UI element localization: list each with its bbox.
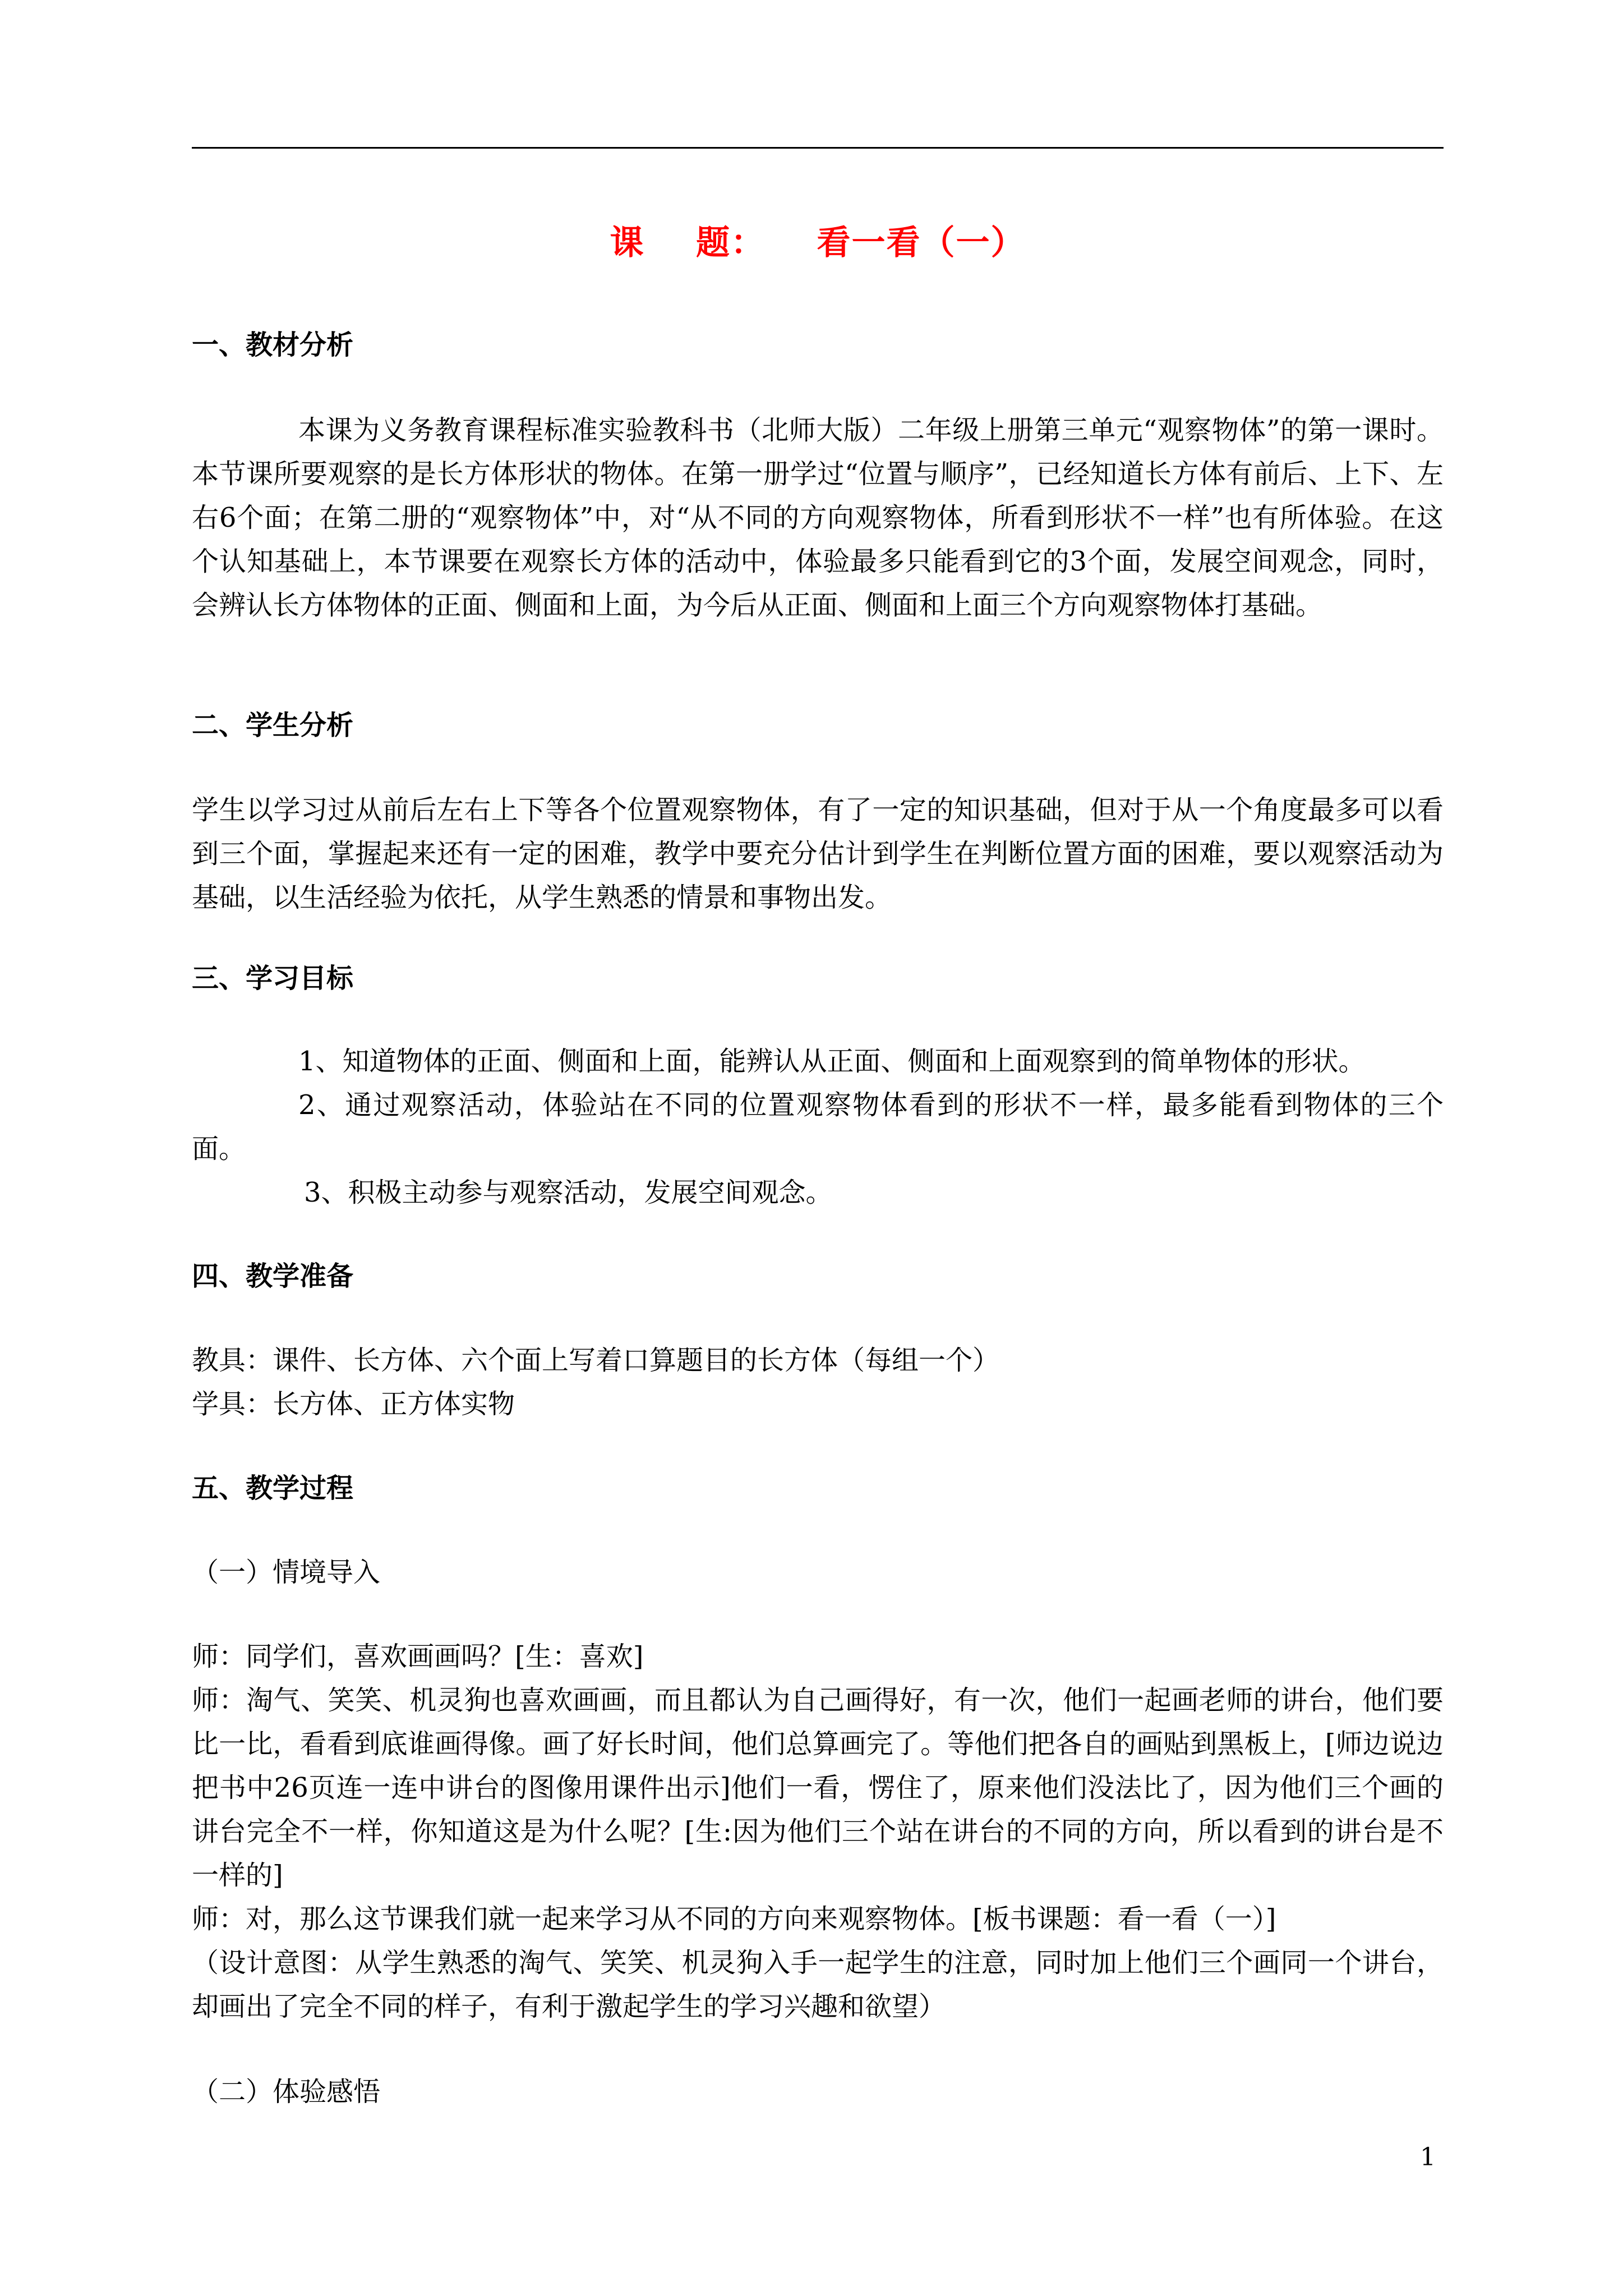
dialogue-3: 师：对，那么这节课我们就一起来学习从不同的方向来观察物体。[板书课题：看一看（一）] xyxy=(192,1903,1276,1935)
goal-2: 2、通过观察活动，体验站在不同的位置观察物体看到的形状不一样，最多能看到物体的三个面。 xyxy=(192,1089,1444,1165)
section-paragraph-1: 本课为义务教育课程标准实验教科书（北师大版）二年级上册第三单元“观察物体”的第一课时。本节课所要观察的是长方体形状的物体。在第一册学过“位置与顺序”，已经知道长方体有前后、上下、左右6个面；在第二册的“观察物体”中，对“从不同的方向观察物体，所看到形状不一样”也有所体验。在这个认知基础上，本节课要在观察长方体的活动中，体验最多只能看到它的3个面，发展空间观念，同时，会辨认长方体物体的正面、侧面和上面，为今后从正面、侧面和上面三个方向观察物体打基础。 xyxy=(192,415,1444,621)
section-heading-4: 四、教学准备 xyxy=(192,1260,354,1292)
teacher-tools: 教具：课件、长方体、六个面上写着口算题目的长方体（每组一个） xyxy=(192,1345,1000,1376)
lesson-title: 课 题： 看一看（一） xyxy=(610,223,1026,263)
section-paragraph-2: 学生以学习过从前后左右上下等各个位置观察物体，有了一定的知识基础，但对于从一个角度最多可以看到三个面，掌握起来还有一定的困难，教学中要充分估计到学生在判断位置方面的困难，要以观察活动为基础，以生活经验为依托，从学生熟悉的情景和事物出发。 xyxy=(192,794,1444,913)
design-note: （设计意图：从学生熟悉的淘气、笑笑、机灵狗入手一起学生的注意，同时加上他们三个画同一个讲台，却画出了完全不同的样子，有利于激起学生的学习兴趣和欲望） xyxy=(192,1947,1444,2022)
section-heading-2: 二、学生分析 xyxy=(192,710,354,741)
section-heading-5: 五、教学过程 xyxy=(192,1473,354,1504)
dialogue-1: 师：同学们，喜欢画画吗？[生：喜欢] xyxy=(192,1641,644,1672)
dialogue-2: 师：淘气、笑笑、机灵狗也喜欢画画，而且都认为自己画得好，有一次，他们一起画老师的讲台，他们要比一比，看看到底谁画得像。画了好长时间，他们总算画完了。等他们把各自的画贴到黑板上，[师边说边把书中26页连一连中讲台的图像用课件出示]他们一看，愣住了，原来他们没法比了，因为他们三个画的讲台完全不一样，你知道这是为什么呢？[生:因为他们三个站在讲台的不同的方向，所以看到的讲台是不一样的] xyxy=(192,1685,1444,1891)
header-rule xyxy=(192,147,1444,149)
section-heading-1: 一、教材分析 xyxy=(192,329,354,361)
subsection-2: （二）体验感悟 xyxy=(192,2076,381,2108)
goal-3: 3、积极主动参与观察活动，发展空间观念。 xyxy=(304,1177,833,1208)
subsection-1: （一）情境导入 xyxy=(192,1557,381,1588)
goal-1: 1、知道物体的正面、侧面和上面，能辨认从正面、侧面和上面观察到的简单物体的形状。 xyxy=(298,1046,1366,1077)
page-number: 1 xyxy=(1420,2143,1436,2171)
section-heading-3: 三、学习目标 xyxy=(192,963,354,994)
student-tools: 学具：长方体、正方体实物 xyxy=(192,1388,515,1420)
